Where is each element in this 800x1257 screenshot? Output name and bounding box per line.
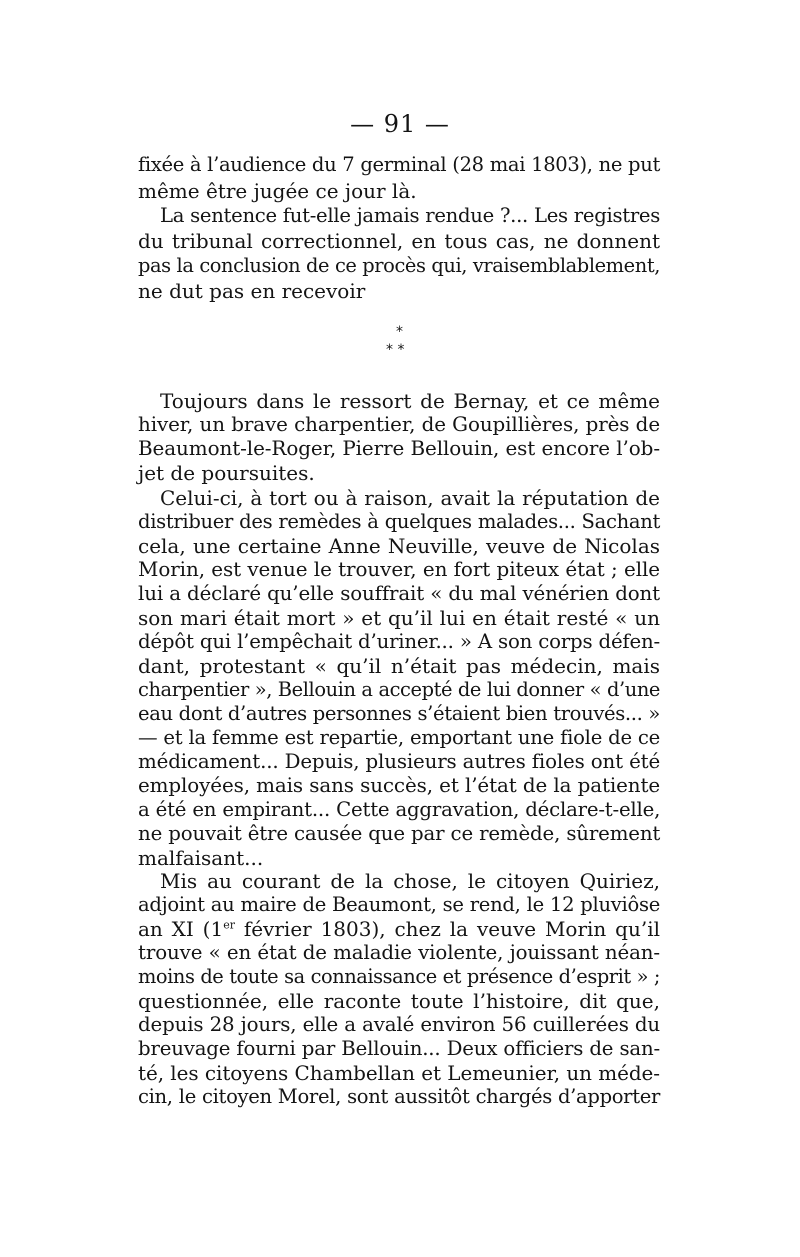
text-line: Beaumont-le-Roger, Pierre Bellouin, est encore l’ob- [138,437,660,460]
page-number: — 91 — [350,110,450,138]
section-break-stars: * * [386,342,405,358]
text-line: pas la conclusion de ce procès qui, vraisemblablement, [138,254,660,277]
text-line: Mis au courant de la chose, le citoyen Quiriez, [160,869,660,893]
text-line: breuvage fourni par Bellouin... Deux officiers de san- [138,1037,660,1060]
text-fragment: an XI (1 [138,917,224,941]
text-line: fixée à l’audience du 7 germinal (28 mai 1803), ne put [138,153,660,176]
text-line: trouve « en état de maladie violente, jouissant néan- [138,941,660,964]
text-line [138,916,660,942]
ordinal-superscript: er [223,918,235,932]
text-line: charpentier », Bellouin a accepté de lui donner « d’une [138,678,660,701]
text-line: Morin, est venue le trouver, en fort piteux état ; elle [138,558,660,581]
text-line: dépôt qui l’empêchait d’uriner... » A son corps défen- [138,630,660,653]
section-break-star: * [396,324,403,340]
text-line: hiver, un brave charpentier, de Goupillières, près de [138,413,660,436]
text-line: cela, une certaine Anne Neuville, veuve de Nicolas [138,534,660,558]
text-line: son mari était mort » et qu’il lui en était resté « un [138,606,660,630]
text-line: té, les citoyens Chambellan et Lemeunier, un méde- [138,1061,660,1085]
text-line: ne dut pas en recevoir [138,279,366,303]
text-line: distribuer des remèdes à quelques malades... Sachant [138,510,660,533]
text-line: dant, protestant « qu’il n’était pas médecin, mais [138,654,660,678]
text-line: médicament... Depuis, plusieurs autres fioles ont été [138,750,661,773]
text-line: moins de toute sa connaissance et présence d’esprit » ; [138,965,660,988]
text-line: adjoint au maire de Beaumont, se rend, le 12 pluviôse [138,893,660,916]
text-line: depuis 28 jours, elle a avalé environ 56 cuillerées du [138,1013,660,1036]
text-line: Toujours dans le ressort de Bernay, et ce même [160,389,660,413]
text-line: lui a déclaré qu’elle souffrait « du mal vénérien dont [138,582,660,605]
text-fragment: février 1803), chez la veuve Morin qu’il [234,917,661,941]
text-line: malfaisant... [138,846,264,870]
text-line: du tribunal correctionnel, en tous cas, ne donnent [138,229,660,253]
text-line: jet de poursuites. [138,461,315,485]
section-break [376,322,424,362]
text-line: même être jugée ce jour là. [138,179,417,203]
text-line: ne pouvait être causée que par ce remède, sûrement [138,822,661,845]
text-line: questionnée, elle raconte toute l’histoire, dit que, [138,989,660,1013]
text-line: — et la femme est repartie, emportant une fiole de ce [138,726,660,749]
text-line: eau dont d’autres personnes s’étaient bien trouvés... » [138,702,660,725]
text-line: employées, mais sans succès, et l’état de la patiente [138,774,660,797]
text-line: Celui-ci, à tort ou à raison, avait la réputation de [160,486,660,510]
text-line: La sentence fut-elle jamais rendue ?... Les registres [160,204,660,227]
text-line: cin, le citoyen Morel, sont aussitôt chargés d’apporter [138,1085,660,1108]
text-line: a été en empirant... Cette aggravation, déclare-t-elle, [138,798,661,821]
